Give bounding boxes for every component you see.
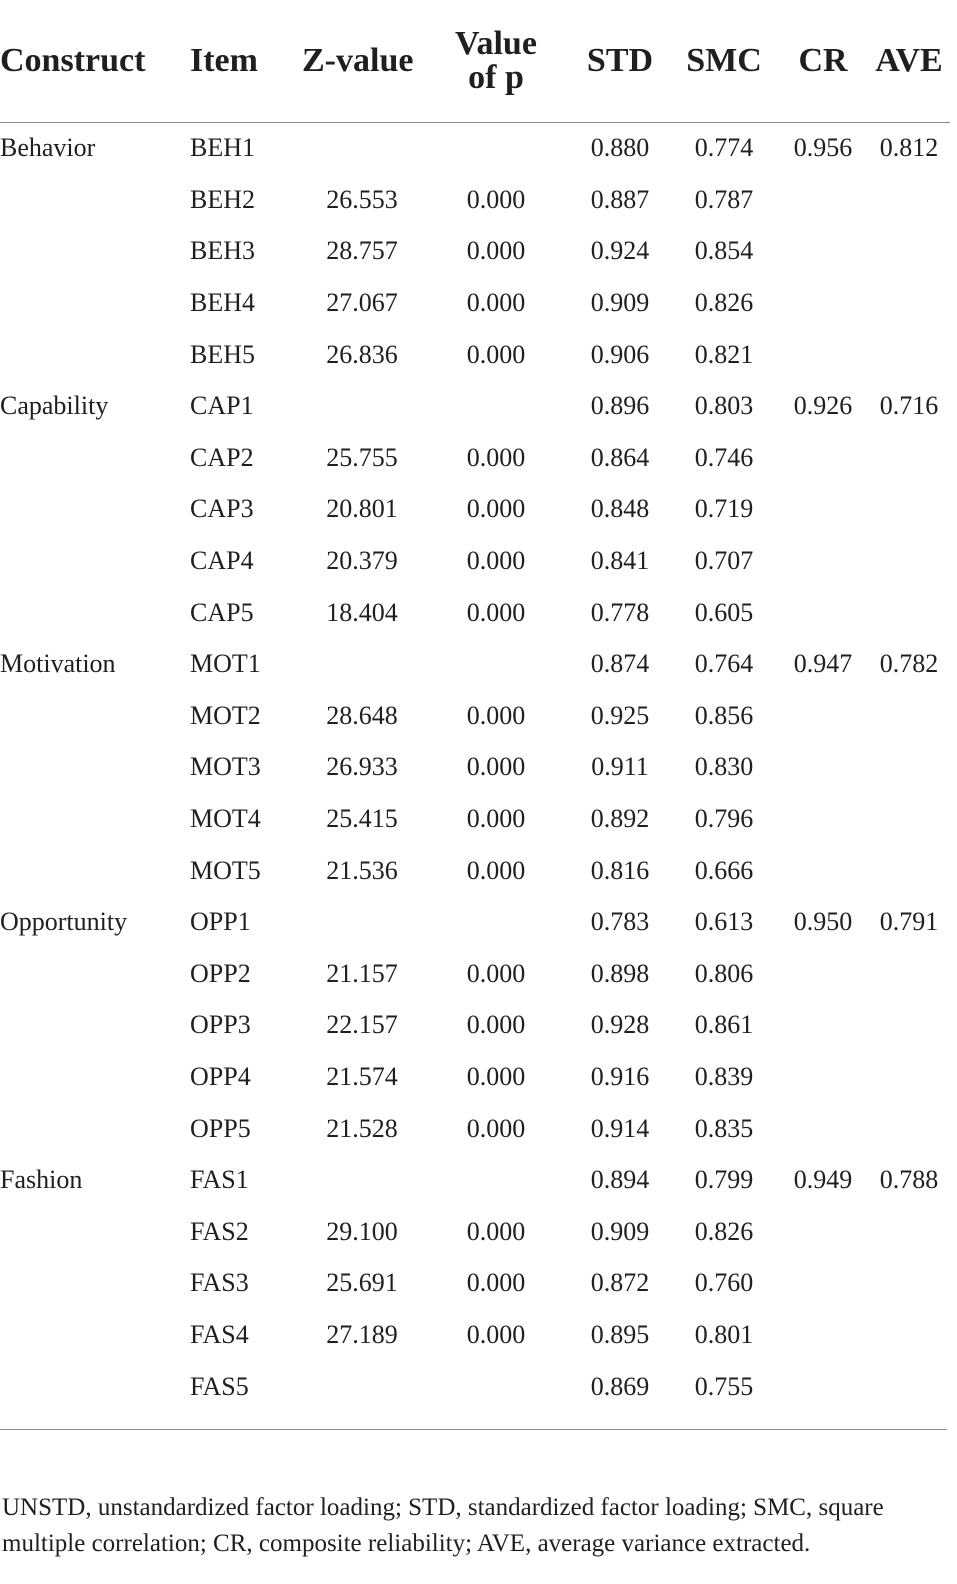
cell-ave: 0.812 (879, 133, 939, 163)
cell-smc: 0.799 (694, 1165, 754, 1195)
table-row (0, 1309, 950, 1361)
cell-z-value: 20.379 (326, 546, 398, 576)
cell-p-value: 0.000 (466, 958, 526, 988)
cell-construct (0, 742, 190, 794)
cell-p-value: 0.000 (466, 597, 526, 627)
cell-p-value: 0.000 (466, 339, 526, 369)
cell-std: 0.914 (590, 1113, 650, 1143)
cell-cr: 0.949 (793, 1165, 853, 1195)
cell-construct: Capability (0, 391, 109, 421)
cell-p-value: 0.000 (466, 494, 526, 524)
cell-item: BEH3 (190, 236, 255, 266)
cell-item: OPP3 (190, 1010, 251, 1040)
cell-smc: 0.760 (694, 1268, 754, 1298)
table-row (0, 277, 950, 329)
cell-smc: 0.746 (694, 442, 754, 472)
cell-smc: 0.861 (694, 1010, 754, 1040)
table-bottom-rule (0, 1429, 947, 1430)
cell-ave (868, 690, 950, 742)
header-row (0, 0, 950, 122)
cell-smc: 0.821 (694, 339, 754, 369)
cell-p-value: 0.000 (466, 442, 526, 472)
cell-std: 0.880 (590, 133, 650, 163)
cell-cr (778, 226, 868, 278)
header-smc: SMC (686, 41, 762, 79)
cell-item: MOT3 (190, 752, 261, 782)
cell-p-value (422, 638, 570, 690)
cell-item: CAP1 (190, 391, 254, 421)
cell-item: MOT2 (190, 700, 261, 730)
cell-p-value: 0.000 (466, 1216, 526, 1246)
cell-std: 0.872 (590, 1268, 650, 1298)
cell-z-value: 21.157 (326, 958, 398, 988)
cell-std: 0.841 (590, 546, 650, 576)
cell-std: 0.896 (590, 391, 650, 421)
cell-construct (0, 226, 190, 278)
cell-z-value (302, 122, 422, 174)
cell-std: 0.906 (590, 339, 650, 369)
cell-std: 0.924 (590, 236, 650, 266)
cell-z-value (302, 1154, 422, 1206)
cell-p-value (422, 122, 570, 174)
cell-ave (868, 277, 950, 329)
cell-construct (0, 329, 190, 381)
cell-smc: 0.803 (694, 391, 754, 421)
cell-smc: 0.856 (694, 700, 754, 730)
cell-cr (778, 1309, 868, 1361)
cell-item: BEH4 (190, 288, 255, 318)
cell-ave (868, 1206, 950, 1258)
cell-cr (778, 742, 868, 794)
cell-std: 0.898 (590, 958, 650, 988)
cell-z-value: 25.691 (326, 1268, 398, 1298)
cell-p-value: 0.000 (466, 804, 526, 834)
cell-ave: 0.791 (879, 907, 939, 937)
cell-z-value: 20.801 (326, 494, 398, 524)
cell-item: OPP2 (190, 958, 251, 988)
cell-smc: 0.826 (694, 1216, 754, 1246)
cell-ave (868, 1000, 950, 1052)
cell-construct (0, 690, 190, 742)
cell-z-value (302, 1361, 422, 1413)
cell-smc: 0.830 (694, 752, 754, 782)
cell-item: OPP1 (190, 907, 251, 937)
header-p-line1: Value (455, 24, 537, 62)
table-row (0, 690, 950, 742)
cell-z-value: 21.574 (326, 1061, 398, 1091)
cell-std: 0.874 (590, 649, 650, 679)
table-row (0, 432, 950, 484)
cell-p-value: 0.000 (466, 288, 526, 318)
cell-item: BEH2 (190, 184, 255, 214)
cell-p-value: 0.000 (466, 1268, 526, 1298)
cell-cr: 0.950 (793, 907, 853, 937)
cell-std: 0.909 (590, 1216, 650, 1246)
cell-ave (868, 432, 950, 484)
cell-construct: Behavior (0, 133, 96, 163)
header-p-line2: of p (468, 58, 524, 96)
table-footnote: UNSTD, unstandardized factor loading; STD, standardized factor loading; SMC, square multiple correlation; CR, composite reliability; AVE, average variance extracted. (2, 1494, 884, 1557)
cell-std: 0.909 (590, 288, 650, 318)
cell-smc: 0.826 (694, 288, 754, 318)
table-row (0, 1361, 950, 1413)
cell-p-value: 0.000 (466, 752, 526, 782)
cell-ave (868, 1258, 950, 1310)
cell-smc: 0.854 (694, 236, 754, 266)
cell-item: FAS3 (190, 1268, 249, 1298)
cell-item: FAS5 (190, 1371, 249, 1401)
cell-smc: 0.605 (694, 597, 754, 627)
cell-cr (778, 948, 868, 1000)
cell-ave (868, 742, 950, 794)
cell-ave (868, 226, 950, 278)
cell-cr (778, 1361, 868, 1413)
table-row (0, 587, 950, 639)
cell-smc: 0.719 (694, 494, 754, 524)
cell-ave: 0.782 (879, 649, 939, 679)
cell-p-value: 0.000 (466, 1010, 526, 1040)
table-row (0, 742, 950, 794)
cell-ave: 0.716 (879, 391, 939, 421)
cell-p-value: 0.000 (466, 1061, 526, 1091)
cell-std: 0.864 (590, 442, 650, 472)
cell-std: 0.869 (590, 1371, 650, 1401)
cell-ave (868, 174, 950, 226)
cell-construct (0, 277, 190, 329)
cell-construct (0, 1051, 190, 1103)
cell-ave (868, 1103, 950, 1155)
cell-cr: 0.956 (793, 133, 853, 163)
cell-cr (778, 1103, 868, 1155)
cell-std: 0.928 (590, 1010, 650, 1040)
cell-std: 0.783 (590, 907, 650, 937)
cell-smc: 0.801 (694, 1319, 754, 1349)
cell-item: FAS1 (190, 1165, 249, 1195)
table-row (0, 1154, 950, 1206)
table-row (0, 122, 950, 174)
table-row (0, 484, 950, 536)
cell-construct (0, 484, 190, 536)
cell-cr (778, 484, 868, 536)
cell-construct (0, 793, 190, 845)
cell-construct (0, 1000, 190, 1052)
cell-item: BEH1 (190, 133, 255, 163)
cell-smc: 0.755 (694, 1371, 754, 1401)
header-value-of-p (422, 0, 570, 122)
cell-construct: Motivation (0, 649, 116, 679)
table-row (0, 793, 950, 845)
cell-construct (0, 1309, 190, 1361)
cell-ave: 0.788 (879, 1165, 939, 1195)
cell-item: MOT1 (190, 649, 261, 679)
cell-ave (868, 948, 950, 1000)
cell-z-value: 28.648 (326, 700, 398, 730)
cell-ave (868, 587, 950, 639)
header-cr: CR (798, 41, 848, 79)
table-row (0, 1000, 950, 1052)
cell-smc: 0.774 (694, 133, 754, 163)
cell-z-value (302, 380, 422, 432)
cell-construct (0, 1206, 190, 1258)
header-construct: Construct (0, 41, 146, 79)
cell-cr (778, 1000, 868, 1052)
cell-smc: 0.796 (694, 804, 754, 834)
cell-construct (0, 1103, 190, 1155)
cell-cr (778, 587, 868, 639)
cell-cr: 0.926 (793, 391, 853, 421)
cell-std: 0.894 (590, 1165, 650, 1195)
table-row (0, 226, 950, 278)
cell-construct (0, 845, 190, 897)
cell-construct (0, 535, 190, 587)
cell-z-value: 28.757 (326, 236, 398, 266)
cell-std: 0.925 (590, 700, 650, 730)
cell-smc: 0.835 (694, 1113, 754, 1143)
cell-std: 0.895 (590, 1319, 650, 1349)
cell-cr (778, 535, 868, 587)
cell-smc: 0.666 (694, 855, 754, 885)
cell-z-value: 25.755 (326, 442, 398, 472)
cell-std: 0.778 (590, 597, 650, 627)
table-row (0, 1051, 950, 1103)
table-row (0, 1103, 950, 1155)
header-ave: AVE (875, 41, 943, 79)
cell-p-value: 0.000 (466, 546, 526, 576)
cell-smc: 0.707 (694, 546, 754, 576)
cell-p-value (422, 1154, 570, 1206)
cell-item: FAS2 (190, 1216, 249, 1246)
cell-p-value (422, 1361, 570, 1413)
cell-item: BEH5 (190, 339, 255, 369)
cell-cr (778, 329, 868, 381)
table-row (0, 535, 950, 587)
cell-std: 0.916 (590, 1061, 650, 1091)
cell-z-value: 25.415 (326, 804, 398, 834)
cell-smc: 0.764 (694, 649, 754, 679)
cell-construct: Fashion (0, 1165, 83, 1195)
cell-construct (0, 174, 190, 226)
cell-cr (778, 1051, 868, 1103)
cell-construct (0, 1258, 190, 1310)
cell-ave (868, 793, 950, 845)
cell-p-value (422, 896, 570, 948)
table-row (0, 174, 950, 226)
cell-smc: 0.839 (694, 1061, 754, 1091)
cell-item: CAP3 (190, 494, 254, 524)
cell-p-value: 0.000 (466, 184, 526, 214)
table-row (0, 1206, 950, 1258)
header-item: Item (190, 41, 258, 79)
cell-ave (868, 329, 950, 381)
cell-item: MOT5 (190, 855, 261, 885)
cell-z-value: 26.836 (326, 339, 398, 369)
table-row (0, 948, 950, 1000)
cell-p-value: 0.000 (466, 236, 526, 266)
cell-cr (778, 432, 868, 484)
cell-item: CAP5 (190, 597, 254, 627)
table-row (0, 845, 950, 897)
cell-ave (868, 845, 950, 897)
cell-ave (868, 535, 950, 587)
cell-item: CAP2 (190, 442, 254, 472)
cell-p-value: 0.000 (466, 1319, 526, 1349)
table-body (0, 122, 950, 1412)
cell-std: 0.848 (590, 494, 650, 524)
cell-z-value: 27.189 (326, 1319, 398, 1349)
cell-z-value: 26.553 (326, 184, 398, 214)
header-std: STD (586, 41, 654, 79)
cell-ave (868, 1309, 950, 1361)
cell-p-value (422, 380, 570, 432)
cell-smc: 0.787 (694, 184, 754, 214)
cell-std: 0.911 (591, 752, 649, 782)
cell-std: 0.892 (590, 804, 650, 834)
cell-cr (778, 277, 868, 329)
cell-cr (778, 1258, 868, 1310)
cell-z-value: 21.528 (326, 1113, 398, 1143)
cell-p-value: 0.000 (466, 1113, 526, 1143)
cell-std: 0.816 (590, 855, 650, 885)
cell-item: OPP4 (190, 1061, 251, 1091)
cell-ave (868, 1361, 950, 1413)
cell-z-value: 22.157 (326, 1010, 398, 1040)
cell-p-value: 0.000 (466, 700, 526, 730)
cell-smc: 0.613 (694, 907, 754, 937)
cell-smc: 0.806 (694, 958, 754, 988)
cell-item: CAP4 (190, 546, 254, 576)
cell-ave (868, 1051, 950, 1103)
cell-z-value: 26.933 (326, 752, 398, 782)
table-row (0, 1258, 950, 1310)
table-row (0, 638, 950, 690)
cell-construct (0, 948, 190, 1000)
cell-item: OPP5 (190, 1113, 251, 1143)
cell-z-value: 27.067 (326, 288, 398, 318)
cell-z-value (302, 896, 422, 948)
cell-std: 0.887 (590, 184, 650, 214)
cell-cr (778, 1206, 868, 1258)
cell-construct: Opportunity (0, 907, 128, 937)
cell-p-value: 0.000 (466, 855, 526, 885)
cell-cr (778, 174, 868, 226)
cell-cr (778, 845, 868, 897)
table-row (0, 329, 950, 381)
cell-cr: 0.947 (793, 649, 853, 679)
cell-ave (868, 484, 950, 536)
cell-cr (778, 690, 868, 742)
cell-cr (778, 793, 868, 845)
cell-construct (0, 432, 190, 484)
cell-item: MOT4 (190, 804, 261, 834)
cell-z-value (302, 638, 422, 690)
cell-item: FAS4 (190, 1319, 249, 1349)
cell-construct (0, 1361, 190, 1413)
cell-z-value: 29.100 (326, 1216, 398, 1246)
table-row (0, 380, 950, 432)
table-row (0, 896, 950, 948)
cell-z-value: 21.536 (326, 855, 398, 885)
header-z-value: Z-value (302, 41, 414, 79)
cell-z-value: 18.404 (326, 597, 398, 627)
cell-construct (0, 587, 190, 639)
